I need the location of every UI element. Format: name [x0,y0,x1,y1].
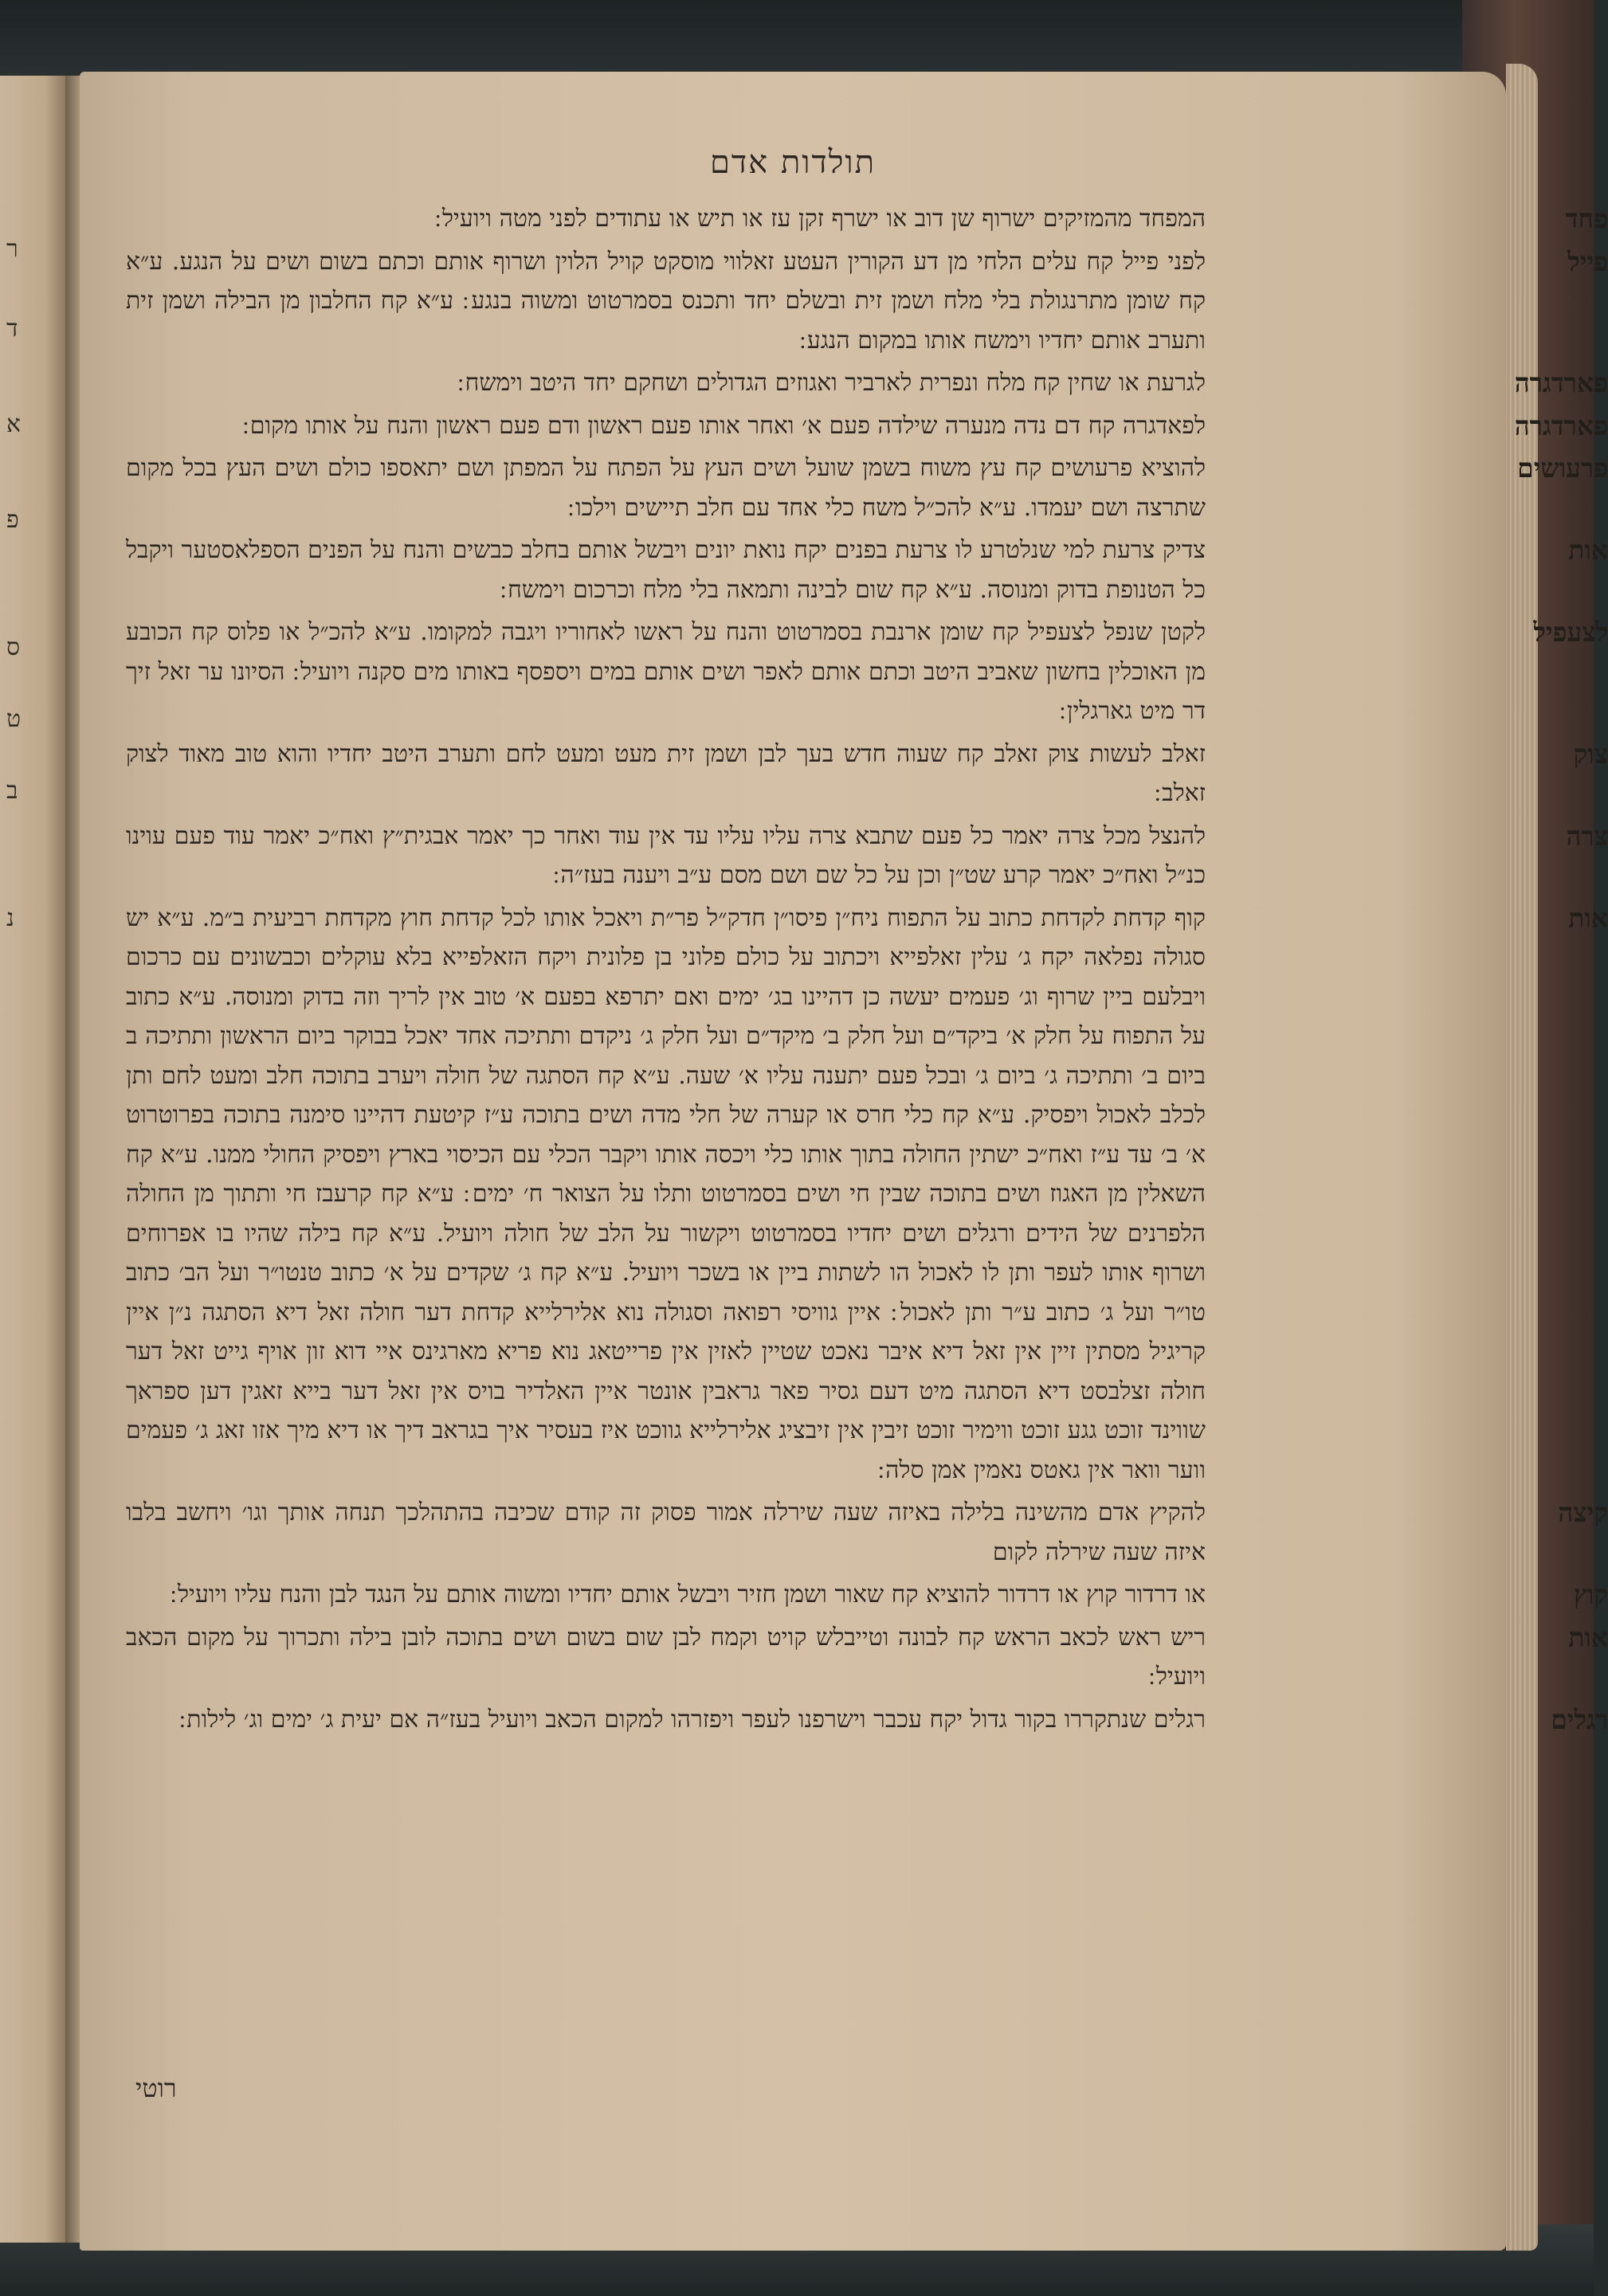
entry [126,1700,1608,1740]
entry-text: להוציא פרעושים קח עץ משוח בשמן שועל ושים העץ על הפתח על המפתן ושם יתאספו כולם ושים העץ בכל מקום שתרצה ושם יעמדו. ע״א להכ״ל משח כלי אחד עם חלב תיישים וילכו ׃ [126,454,1206,522]
page-gutter [65,76,80,2243]
entry-term: פארדגרה [1514,367,1608,398]
entry-term: לצעפיל [1533,617,1608,648]
entry [126,449,1608,527]
entry-text: רגלים שנתקררו בקור גדול יקח עכבר וישרפנו לעפר ויפזרהו למקום הכאב ויועיל בעז״ה אם יעית ג׳ ימים וג׳ לילות ׃ [178,1705,1206,1734]
left-page-letter: א [6,410,22,438]
left-page-letter: ד [6,315,18,343]
entry-text: לקטן שנפל לצעפיל קח שומן ארנבת בסמרטוט והנח על ראשו לאחוריו ויגבה למקומו. ע״א להכ״ל או פלוס קח הכובע מן האוכלין בחשון שאביב היטב וכתם אותם לאפר ושים אותם במים ויספסף באותו מים סקנה ויועיל ׃ הסיונו ער זאל זיך דר מיט גארגלין ׃ [126,618,1206,725]
left-page-letter: נ [6,904,14,932]
entry [126,242,1608,361]
entry [126,613,1608,731]
entry [126,735,1608,813]
entry [126,531,1608,609]
left-page-letter: ס [6,633,21,661]
entry-text: המפחד מהמזיקים ישרוף שן דוב או ישרף זקן עז או תיש או עתודים לפני מטה ויועיל ׃ [434,205,1206,233]
entry-term: קוץ [1573,1579,1608,1610]
entry-term: אות [1568,535,1608,566]
left-page-letter: פ [6,506,19,534]
entry [126,1493,1608,1572]
entry [126,199,1608,239]
entry [126,817,1608,895]
book-page [80,72,1608,2251]
entry-term: קיצה [1558,1497,1608,1528]
catchword: רוטי [135,2073,177,2103]
entry [126,1575,1608,1615]
entry-text: לפאדגרה קח דם נדה מנערה שילדה פעם א׳ ואחר אותו פעם ראשון ודם פעם ראשון והנח על אותו מקום ׃ [242,411,1206,440]
entry-text: לגרעת או שחין קח מלח ונפרית לארביר ואגוזים הגדולים ושחקם יחד היטב וימשח ׃ [457,369,1206,397]
entry-text: ריש ראש לכאב הראש קח לבונה וטייבלש קויט וקמח לבן שום בשום ושים בתוכה לובן בילה ותכרוך על מקום הכאב ויועיל ׃ [126,1623,1206,1691]
entry-text: או דרדור קוץ או דרדור להוציא קח שאור ושמן חזיר ויבשל אותם יחדיו ומשוה אותם על הנגד לבן והנח עליו ויועיל ׃ [170,1581,1206,1608]
left-page-letter: ב [6,777,18,805]
entry-text: להנצל מכל צרה יאמר כל פעם שתבא צרה עליו עליו עד אין עוד ואחר כך יאמר אבגית״ץ ואח״כ יאמר עוד פעם עוינו כנ״ל ואח״כ יאמר קרע שט״ן וכן על כל שם ושם מסם ע״ב ויענה בעז״ה ׃ [126,821,1206,889]
entry-term: צרה [1566,820,1608,852]
entry-term: פייל [1567,245,1608,277]
entry [126,899,1608,1491]
entry-term: רגלים [1551,1703,1608,1735]
entry-text: זאלב לעשות צוק זאלב קח שעוה חדש בעך לבן ושמן זית מעט ומעט לחם ותערב היטב יחדיו והוא טוב מאוד לצוק זאלב ׃ [126,739,1206,807]
entry-term: אות [1568,1621,1608,1653]
entry [126,1618,1608,1697]
entry [126,406,1608,446]
entry-term: פחד [1565,203,1608,234]
entry-text: צדיק צרעת למי שנלטרע לו צרעת בפנים יקח נואת יונים ויבשל אותם בחלב כבשים והנח על הפנים הספלאסטער ויקבל כל הטנופת בדוק ומנוסה. ע״א קח שום לבינה ותמאה בלי מלח וכרכום וימשח ׃ [126,536,1206,604]
left-page-fragment [0,76,65,2243]
running-head: תולדות אדם [709,144,877,181]
entry-text: לפני פייל קח עלים הלחי מן דע הקורין העטע זאלווי מוסקט קויל הלוין ושרוף אותם וכתם בשום ושים על הנגע. ע״א קח שומן מתרנגולת בלי מלח ושמן זית ובשלם יחד ותכנס בסמרטוט ומשוה בנגע ׃ ע״א קח החלבון מן הבילה ושמן זית ותערב אותם יחדיו וימשח אותו במקום הנגע ׃ [126,247,1206,355]
entry-term: צוק [1573,738,1608,770]
entry-text: קוף קדחת לקדחת כתוב על התפוח ניח״ן פיסו״ן חדק״ל פר״ת ויאכל אותו לכל קדחת חוץ מקדחת רביעית ב״מ. ע״א יש סגולה נפלאה יקח ג׳ עלין זאלפייא ויכתוב על כולם פלוני בן פלונית ויקח הזאלפייא בלא עוקלים וכבשונים עם כרכום ויבלעם ביין שרוף וג׳ פעמים יעשה כן דהיינו בג׳ ימים ואם יתרפא בפעם א׳ טוב אין לריך וזה בדוק ומנוסה. ע״א כתוב על התפוח על חלק א׳ ביקד״ם ועל חלק ב׳ מיקד״ם ועל חלק ג׳ ניקדם ותתיכה אחד יאכל בבוקר ביום הראשון ותתיכה ב ביום ב׳ ותתיכה ג׳ ביום ג׳ ובכל פעם יתענה עליו א׳ שעה. ע״א קח הסתגה של חולה ויערב בתוכה חלב ומעט לחם ותן לכלב לאכול ויפסיק. ע״א קח כלי חרס או קערה של חלי מדה ושים בתוכה ע״ז קיטעת דהיינו סימנה בתוכה בפרוטרוט א׳ ב׳ עד ע״ז ואח״כ ישתין החולה בתוך אותו כלי ויכסה אותו ויקבר הכלי עם הכיסוי בארץ ויפסיק החולי ממנו. ע״א קח השאלין מן האגוז ושים בתוכה שבין חי ושים בסמרטוט ותלו על הצואר ח׳ ימים ׃ ע״א קח קרעבז חי ותתוך מן החולה הלפרנים של הידים ורגלים ושים יחדיו בסמרטוט ויקשור על הלב של חולה ויועיל. ע״א קח בילה שהיו בו אפרוחים ושרוף אותו לעפר ותן לו לאכול הו לשתות ביין או בשכר ויועיל. ע״א קח ג׳ שקדים על א׳ כתוב טנטו״ר ועל הב׳ כתוב טו״ר ועל ג׳ כתוב ע״ר ותן לאכול ׃ איין גוויסי רפואה וסגולה נוא אלירלייא קדחת דער חולה זאל דיא הסתגה נ״ן איין קריגיל מסתין זיין אין זאל דיא איבר נאכט שטיין לאזין אין פרייטאג נוא פריא מארגינס איי דוא זון אויף גייט זאל דער חולה זצלבסט דיא הסתגה מיט דעם גסיר פאר גראבין אונטר איין האלדיר בויס אין זאל דער בייא זאגין דען ספראך שווינד זוכט גגע זוכט ווימיר זוכט זיבין אין זיבציג אלירלייא גווכט איז בעסיר איך בגראב דיך או דיא מיך אזו זאג ג׳ פעמים ווער וואר אין גאטס נאמין אמן סלה ׃ [126,903,1206,1484]
left-page-letter: ר [6,235,18,263]
entry [126,363,1608,403]
left-page-letter: ט [6,705,22,733]
entry-term: אות [1568,902,1608,934]
entry-term: פרעושים [1517,453,1608,484]
entry-term: פארדגרה [1514,409,1608,441]
entry-list [126,199,1608,1742]
entry-text: להקיץ אדם מהשינה בלילה באיזה שעה שירלה אמור פסוק זה קודם שכיבה בהתהלכך תנחה אותך וגו׳ ויחשב בלבו איזה שעה שירלה לקום [126,1499,1206,1566]
